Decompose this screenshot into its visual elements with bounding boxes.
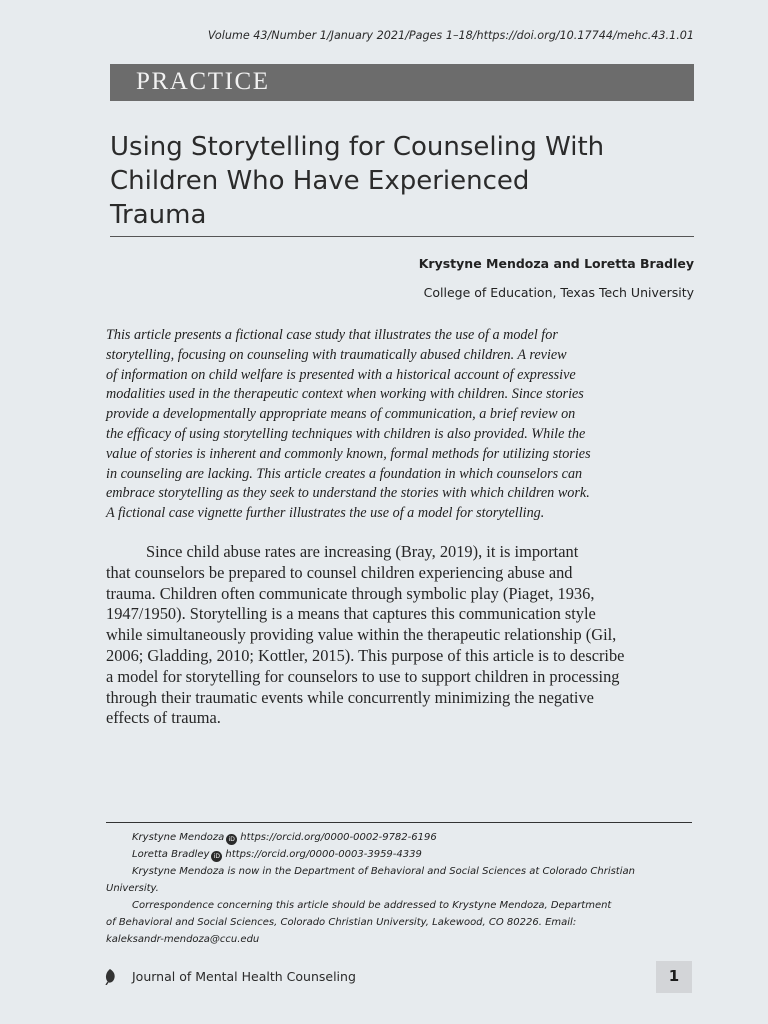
page-number: 1 [668, 967, 680, 985]
body-paragraph [106, 542, 694, 729]
section-banner [110, 64, 694, 101]
abstract-line: embrace storytelling as they seek to understand the stories with which children work. [106, 485, 590, 502]
abstract [106, 326, 694, 524]
orcid-icon: iD [226, 834, 237, 845]
footnotes [106, 829, 696, 948]
abstract-line: in counseling are lacking. This article creates a foundation in which counselors can [106, 465, 583, 482]
body-line: through their traumatic events while concurrently minimizing the negative [106, 687, 594, 707]
running-head: Volume 43/Number 1/January 2021/Pages 1–18/https://doi.org/10.17744/mehc.43.1.01 [207, 29, 694, 42]
section-label: PRACTICE [136, 68, 270, 95]
body-line: trauma. Children often communicate through symbolic play (Piaget, 1936, [106, 583, 595, 603]
correspondence-line: of Behavioral and Social Sciences, Colorado Christian University, Lakewood, CO 80226. Email: [106, 917, 577, 928]
body-line: 2006; Gladding, 2010; Kottler, 2015). This purpose of this article is to describe [106, 645, 625, 665]
abstract-line: of information on child welfare is presented with a historical account of expressive [106, 366, 576, 383]
orcid-icon: iD [211, 851, 222, 862]
author-names: Krystyne Mendoza and Loretta Bradley [418, 256, 694, 271]
title-line: Trauma [110, 200, 207, 230]
orcid-author-name: Krystyne Mendoza [132, 832, 225, 843]
abstract-line: storytelling, focusing on counseling with traumatically abused children. A review [106, 346, 567, 363]
page-number-box [656, 961, 692, 993]
leaf-icon [103, 969, 117, 985]
author-affiliation: College of Education, Texas Tech University [423, 285, 694, 300]
body-line: that counselors be prepared to counsel children experiencing abuse and [106, 562, 573, 582]
abstract-line: modalities used in the therapeutic context when working with children. Since stories [106, 386, 584, 403]
orcid-line [106, 829, 696, 846]
body-line: 1947/1950). Storytelling is a means that captures this communication style [106, 604, 596, 624]
abstract-line: provide a developmentally appropriate means of communication, a brief review on [106, 406, 576, 423]
abstract-line: the efficacy of using storytelling techniques with children is also provided. While the [106, 425, 586, 442]
author-note-line: Krystyne Mendoza is now in the Department of Behavioral and Social Sciences at Colorado Christian [132, 866, 635, 877]
author-note-line: University. [106, 883, 159, 894]
body-line: Since child abuse rates are increasing (Bray, 2019), it is important [146, 542, 579, 561]
correspondence-line: Correspondence concerning this article should be addressed to Krystyne Mendoza, Department [132, 900, 612, 911]
correspondence-email[interactable]: kaleksandr-mendoza@ccu.edu [106, 934, 260, 945]
article-title [110, 130, 700, 232]
abstract-line: value of stories is inherent and commonly known, formal methods for utilizing stories [106, 445, 591, 462]
footnote-divider [106, 822, 692, 823]
body-line: a model for storytelling for counselors to use to support children in processing [106, 666, 620, 686]
title-line: Children Who Have Experienced [110, 166, 530, 196]
body-line: effects of trauma. [106, 708, 221, 728]
orcid-author-name: Loretta Bradley [132, 849, 210, 860]
abstract-line: This article presents a fictional case study that illustrates the use of a model for [106, 327, 558, 343]
journal-name: Journal of Mental Health Counseling [132, 969, 356, 984]
title-divider [110, 236, 694, 237]
orcid-link[interactable]: https://orcid.org/0000-0002-9782-6196 [240, 832, 437, 843]
orcid-line [106, 846, 696, 863]
abstract-line: A fictional case vignette further illustrates the use of a model for storytelling. [106, 505, 545, 522]
orcid-link[interactable]: https://orcid.org/0000-0003-3959-4339 [225, 849, 422, 860]
title-line: Using Storytelling for Counseling With [110, 132, 605, 162]
body-line: while simultaneously providing value within the therapeutic relationship (Gil, [106, 625, 617, 645]
